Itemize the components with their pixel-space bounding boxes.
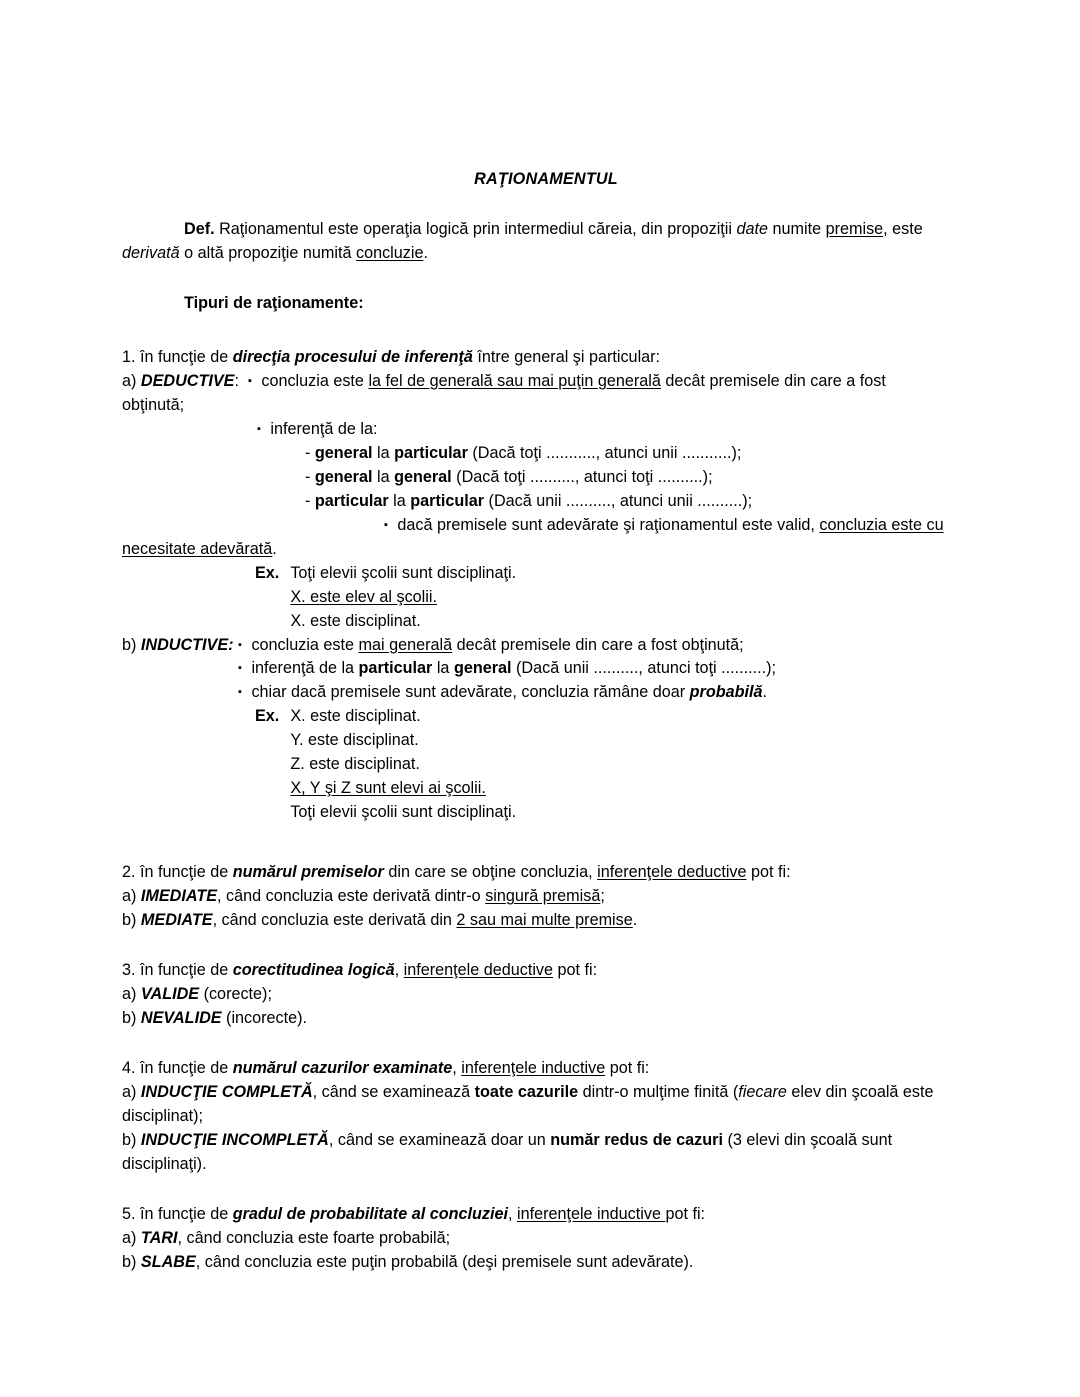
subitem-to: particular (410, 491, 485, 510)
section-3-item-a-marker: a) (122, 985, 137, 1004)
section-5-item-a (122, 1227, 952, 1251)
section-1a-line-underline: la fel de generală sau mai puţin generală (368, 371, 661, 390)
definition-label: Def. (184, 219, 215, 238)
section-2-intro-post: pot fi: (746, 863, 791, 882)
subitem-paren: (Dacă unii .........., atunci unii ..........); (484, 491, 753, 510)
definition-text-4: o altă propoziţie numită (179, 243, 356, 262)
section-2-item-a-post: ; (600, 887, 605, 906)
section-5-item-b-name: SLABE (140, 1252, 196, 1271)
example-label: Ex. (255, 707, 280, 726)
section-5-intro-underline: inferenţele inductive (516, 1204, 666, 1223)
section-3-item-a-name: VALIDE (140, 985, 200, 1004)
example-line (290, 777, 952, 801)
subitem-to: general (394, 467, 452, 486)
section-2-item-a-name: IMEDIATE (140, 887, 218, 906)
section-4-item-a-mid: dintr-o mulţime finită ( (578, 1083, 739, 1102)
section-5-item-b (122, 1251, 952, 1275)
subitem-from: particular (314, 491, 389, 510)
example-line-underlined: X, Y şi Z sunt elevi ai şcolii. (290, 779, 486, 798)
section-1b-line-1 (238, 634, 952, 658)
section-1-intro-emphasis: direcţia procesului de inferenţă (232, 347, 473, 366)
definition-text-5: . (423, 243, 428, 262)
square-bullet-icon: ▪ (257, 422, 261, 435)
section-1b-example-block (255, 705, 952, 825)
section-5-intro-mid: , (507, 1204, 517, 1223)
subitem-dash: - (305, 491, 315, 510)
section-2-item-b-pre: , când concluzia este derivată din (212, 911, 457, 930)
section-4-item-a (122, 1081, 952, 1129)
section-4-number: 4. (122, 1059, 136, 1078)
spacer (122, 1177, 952, 1203)
square-bullet-icon: ▪ (384, 518, 388, 531)
example-line: Toţi elevii şcolii sunt disciplinaţi. (290, 803, 517, 822)
definition-underline-premise: premise (825, 219, 884, 238)
spacer (122, 192, 952, 218)
section-1a-validity-post: . (272, 539, 277, 558)
section-1a-validity-pre: dacă premisele sunt adevărate şi raţionamentul este valid, (392, 515, 820, 534)
spacer (122, 1031, 952, 1057)
example-line-underlined: X. este elev al şcolii. (290, 587, 437, 606)
document-body (122, 168, 952, 1275)
section-5-intro (122, 1203, 952, 1227)
section-3-number: 3. (122, 961, 136, 980)
example-lines (290, 562, 952, 634)
section-2-item-a-pre: , când concluzia este derivată dintr-o (217, 887, 486, 906)
section-4-intro-pre: în funcţie de (135, 1059, 233, 1078)
subitem-mid: la (372, 467, 395, 486)
spacer (122, 316, 952, 346)
section-3-item-b (122, 1007, 952, 1031)
section-4-item-a-pre: , când se examinează (312, 1083, 475, 1102)
section-1b-line3-emphasis: probabilă (689, 683, 763, 702)
section-4-item-b-pre: , când se examinează doar un (328, 1130, 551, 1149)
section-2-intro-mid: din care se obţine concluzia, (383, 863, 598, 882)
section-1b-line1-underline: mai generală (358, 635, 453, 654)
subitem-dash: - (305, 467, 315, 486)
subitem-from: general (314, 467, 373, 486)
section-5-item-a-rest: , când concluzia este foarte probabilă; (177, 1228, 451, 1247)
section-3-intro-mid: , (394, 961, 404, 980)
square-bullet-icon: ▪ (238, 662, 242, 675)
section-3-intro (122, 959, 952, 983)
section-2-item-b (122, 909, 952, 933)
section-1b-line-3 (238, 681, 952, 705)
section-4-item-a-marker: a) (122, 1083, 137, 1102)
section-2-item-b-post: . (632, 911, 638, 930)
example-label: Ex. (255, 563, 280, 582)
section-2-item-a-marker: a) (122, 887, 137, 906)
section-2-intro (122, 861, 952, 885)
section-1a-line-pre: concluzia este (256, 371, 369, 390)
section-3-intro-emphasis: corectitudinea logică (232, 961, 395, 980)
subitem-dash: - (305, 443, 315, 462)
section-5-intro-pre: în funcţie de (135, 1204, 233, 1223)
square-bullet-icon: ▪ (238, 686, 242, 699)
section-3-intro-post: pot fi: (553, 961, 598, 980)
section-1b-line3-pre: chiar dacă premisele sunt adevărate, concluzia rămâne doar (246, 683, 690, 702)
section-2-item-b-marker: b) (122, 911, 137, 930)
subitem-paren: (Dacă toţi .........., atunci toţi ..........); (451, 467, 713, 486)
subitem-mid: la (388, 491, 411, 510)
section-1a-marker: a) (122, 371, 137, 390)
example-line: Z. este disciplinat. (290, 755, 420, 774)
definition-text-1: Raţionamentul este operaţia logică prin intermediul căreia, din propoziţii (214, 219, 737, 238)
section-4-item-a-bold: toate cazurile (474, 1083, 579, 1102)
section-1b-line1-pre: concluzia este (246, 635, 359, 654)
section-3-item-b-marker: b) (122, 1009, 137, 1028)
section-4-item-b-bold: număr redus de cazuri (550, 1130, 723, 1149)
example-line: Y. este disciplinat. (290, 731, 419, 750)
section-1a-inference-label: inferenţă de la: (265, 419, 378, 438)
subitem-from: general (314, 443, 373, 462)
section-3-intro-underline: inferenţele deductive (403, 961, 554, 980)
section-1a-line-post: decât premisele din care a fost obţinută; (122, 371, 886, 414)
section-1a-validity-line (122, 514, 952, 562)
section-1b-line2-post: (Dacă unii .........., atunci toţi ..........); (511, 659, 777, 678)
section-2-item-a (122, 885, 952, 909)
example-lines (290, 705, 952, 825)
section-4-intro-post: pot fi: (605, 1059, 650, 1078)
subitem-mid: la (372, 443, 395, 462)
section-1a-name: DEDUCTIVE (140, 371, 235, 390)
section-4-item-b-post: (3 elevi din şcoală sunt disciplinaţi). (122, 1130, 893, 1173)
example-line: X. este disciplinat. (290, 611, 421, 630)
section-5-item-a-name: TARI (140, 1228, 178, 1247)
subitem-paren: (Dacă toţi ..........., atunci unii ...........); (467, 443, 742, 462)
section-3-intro-pre: în funcţie de (135, 961, 233, 980)
section-1a-colon: : (234, 371, 239, 390)
section-1a-subitem-3 (305, 490, 952, 514)
section-5-intro-post: pot fi: (665, 1204, 706, 1223)
section-1b-lines (238, 634, 952, 706)
section-1-intro-pre: în funcţie de (135, 347, 233, 366)
section-1-intro (122, 346, 952, 370)
section-2-intro-pre: în funcţie de (135, 863, 233, 882)
section-5-item-b-rest: , când concluzia este puţin probabilă (deşi premisele sunt adevărate). (195, 1252, 694, 1271)
spacer (122, 825, 952, 861)
section-5-item-a-marker: a) (122, 1228, 137, 1247)
subitem-to: particular (394, 443, 468, 462)
square-bullet-icon: ▪ (238, 638, 242, 651)
section-1a-validity-underline: concluzia este cu necesitate adevărată (122, 515, 944, 558)
section-2-intro-emphasis: numărul premiselor (232, 863, 384, 882)
section-1b-name: INDUCTIVE: (140, 635, 234, 654)
spacer (122, 266, 952, 292)
section-1b-inductive-block (122, 634, 952, 706)
section-5-item-b-marker: b) (122, 1252, 137, 1271)
section-1-intro-post: între general şi particular: (472, 347, 661, 366)
section-2-number: 2. (122, 863, 136, 882)
square-bullet-icon: ▪ (247, 374, 252, 387)
spacer (122, 933, 952, 959)
definition-text-3: , este (883, 219, 923, 238)
definition-text-2: numite (768, 219, 826, 238)
section-1b-label-group (122, 634, 238, 658)
definition-em-1: date (736, 219, 768, 238)
section-4-item-a-name: INDUCŢIE COMPLETĂ (140, 1083, 313, 1102)
section-1b-line2-bold-1: particular (358, 659, 433, 678)
section-4-item-a-em: fiecare (738, 1083, 787, 1102)
section-1b-line2-bold-2: general (453, 659, 512, 678)
section-4-item-b (122, 1129, 952, 1177)
section-3-item-b-name: NEVALIDE (140, 1009, 222, 1028)
section-1a-subitem-2 (305, 466, 952, 490)
section-2-item-b-underline: 2 sau mai multe premise (456, 911, 633, 930)
section-1b-line2-pre: inferenţă de la (246, 659, 359, 678)
section-2-intro-underline: inferenţele deductive (597, 863, 747, 882)
page-title: RAŢIONAMENTUL (474, 170, 618, 188)
definition-underline-concluzie: concluzie (355, 243, 424, 262)
section-1a-inference-label-line (257, 418, 952, 442)
section-1a-deductive-line (122, 370, 952, 418)
section-4-intro-emphasis: numărul cazurilor examinate (232, 1059, 453, 1078)
section-5-number: 5. (122, 1204, 136, 1223)
section-4-item-a-post: elev din şcoală este disciplinat); (122, 1083, 934, 1125)
section-1b-line-2 (238, 657, 952, 681)
section-2-item-b-name: MEDIATE (140, 911, 213, 930)
example-line: X. este disciplinat. (290, 707, 421, 726)
section-1a-subitem-1 (305, 442, 952, 466)
section-4-intro-mid: , (452, 1059, 462, 1078)
section-4-item-b-name: INDUCŢIE INCOMPLETĂ (140, 1130, 329, 1149)
example-line: Toţi elevii şcolii sunt disciplinaţi. (290, 563, 517, 582)
section-4-item-b-marker: b) (122, 1130, 137, 1149)
definition-paragraph (122, 218, 952, 266)
example-line (290, 586, 952, 610)
section-1-number: 1. (122, 347, 136, 366)
section-3-item-b-rest: (incorecte). (221, 1009, 308, 1028)
section-4-intro-underline: inferenţele inductive (461, 1059, 606, 1078)
section-1b-line2-mid: la (432, 659, 454, 678)
section-1a-example-block (255, 562, 952, 634)
section-4-intro (122, 1057, 952, 1081)
section-5-intro-emphasis: gradul de probabilitate al concluziei (232, 1204, 508, 1223)
section-1b-marker: b) (122, 635, 137, 654)
section-3-item-a (122, 983, 952, 1007)
section-1b-line3-post: . (762, 683, 768, 702)
types-heading: Tipuri de raţionamente: (184, 293, 364, 312)
section-2-item-a-underline: singură premisă (485, 887, 601, 906)
section-3-item-a-rest: (corecte); (199, 985, 272, 1004)
definition-em-2: derivată (122, 243, 180, 262)
section-1b-line1-post: decât premisele din care a fost obţinută; (452, 635, 744, 654)
